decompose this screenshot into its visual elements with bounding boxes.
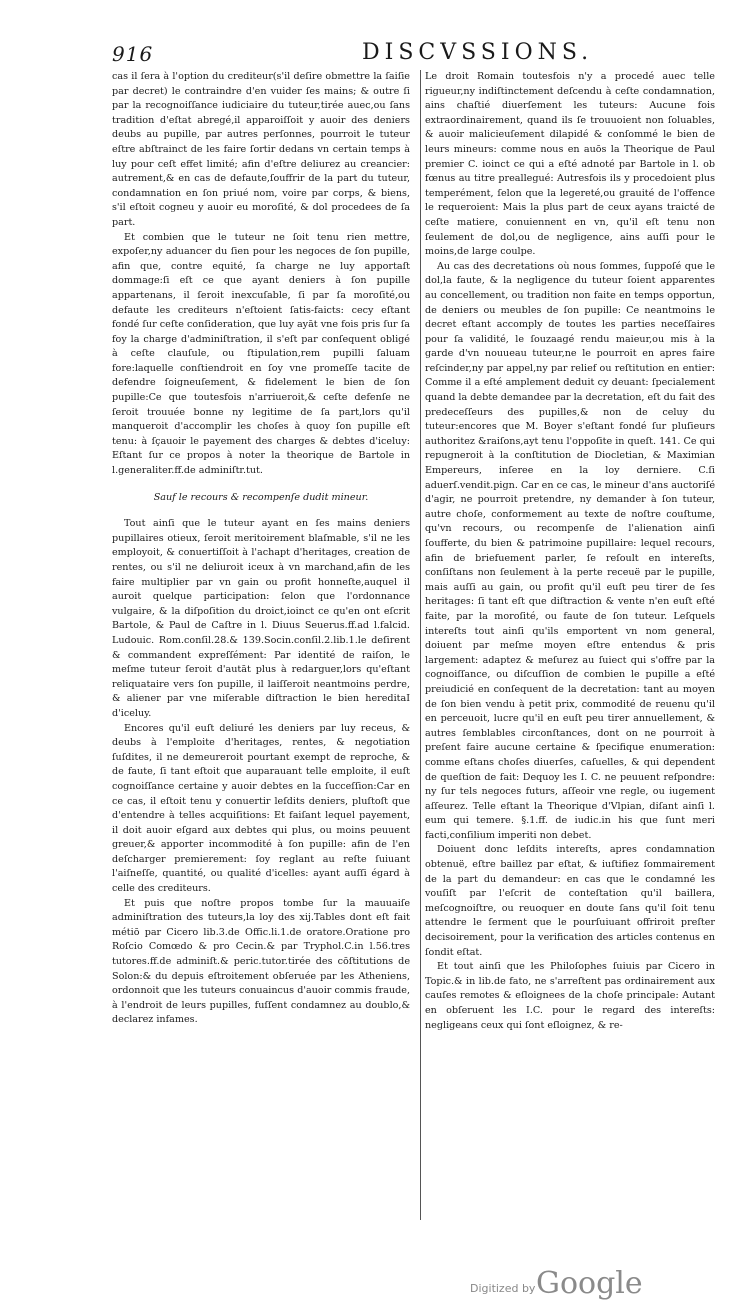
digitized-by-label: Digitized by [470,1282,536,1295]
left-column [112,70,410,1028]
page-number: 916 [112,42,154,66]
section-subheading: Sauf le recours & recompenſe dudit mineur. [153,491,369,503]
page-header [112,40,594,70]
right-paragraph-4: Et tout ainſi que les Philoſophes ſuiuis par Cicero in Topic.& in lib.de fato, ne s'arreſtent pas ordinairement aux cauſes remotes & eſloignees de la choſe principale: Autant en obſeruent les I.C. pour le regard des intereſts: negligeans ceux qui ſont eſloignez, & re- [425,961,715,1031]
right-column [425,70,715,1033]
running-title: DISCVSSIONS. [362,40,594,65]
right-paragraph-3: Doiuent donc leſdits intereſts, apres condamnation obtenuë, eſtre baillez par eſtat, & iuſtifiez ſommairement de la part du demandeur: en cas que le condamné les vouſiſt par l'eſcrit de conteſtation qu'il baillera, meſcognoiſtre, ou reuoquer en doute ſans qu'il ſoit tenu attendre le ſerment que le pourſuiuant offriroit preſter decisoirement, pour la verification des articles contenus en ſondit eſtat. [425,844,715,958]
left-paragraph-2: Et combien que le tuteur ne ſoit tenu rien mettre, expoſer,ny aduancer du ſien pour les negoces de ſon pupille, afin que, contre equité, ſa charge ne luy apportaſt dommage:ſi eſt ce que ayant deniers à ſon pupille appartenans, il ſeroit inexcuſable, ſi par ſa moroſité,ou defaute les crediteurs n'eſtoient ſatis-faicts: cecy eſtant fondé ſur ceſte conſideration, que luy ayāt vne fois pris ſur ſa foy la charge d'adminiſtration, il s'eſt par conſequent obligé à ceſte clauſule, ou ſtipulation,rem pupilli ſaluam fore:laquelle conſtiendroit en ſoy vne promeſſe tacite de defendre ſoigneuſement, & fidelement le bien de ſon pupille:Ce que toutesfois n'arriueroit,& ceſte defenſe ne ſeroit trouuée bonne ny legitime de ſa part,lors qu'il manqueroit d'accomplir les choſes à quoy ſon pupille eſt tenu: à ſçauoir le payement des charges & debtes d'iceluy: Eſtant ſur ce propos à noter la theorique de Bartole in l.generaliter.ff.de adminiſtr.tut. [112,231,410,477]
left-paragraph-4: Encores qu'il euſt deliuré les deniers par luy receus, & deubs à l'emploite d'heritages, rentes, & negotiation ſuſdites, il ne demeureroit pourtant exempt de reproche, & de faute, ſi tant eſtoit que auparauant telle emploite, il euſt cognoiſſance certaine y auoir debtes en la ſucceſſion:Car en ce cas, il eſtoit tenu y conuertir leſdits deniers, pluſtoſt que d'entendre à telles acquiſitions: Et faiſant lequel payement, il doit auoir eſgard aux debtes qui plus, ou moins peuuent greuer,& apporter incommodité à ſon pupille: afin de l'en deſcharger premierement: ſoy reglant au reſte ſuiuant l'aiſneſſe, quantité, ou qualité d'icelles: ayant auſſi égard à celle des crediteurs. [112,722,410,895]
right-paragraph-2: Au cas des decretations où nous ſommes, ſuppoſé que le dol,la faute, & la negligence du tuteur ſoient apparentes au concellement, ou tradition non faite en temps opportun, de deniers ou meubles de ſon pupille: Ce neantmoins le decret eſtant accomply de toutes les parties neceſſaires pour ſa validité, le ſouzaagé rendu maieur,ou mis à la garde d'vn nouueau tuteur,ne le pourroit en apres faire reſcinder,ny par appel,ny par relief ou reſtitution en entier: Comme il a eſté amplement deduit cy deuant: ſpecialement quand la debte demandee par la decretation, eſt du fait des predeceſſeurs des pupilles,& non de celuy du tuteur:encores que M. Boyer s'eſtant fondé ſur pluſieurs authoritez &raiſons,ayt tenu l'oppoſite in queſt. 141. Ce qui repugneroit à la conſtitution de Diocletian, & Maximian Empereurs, inſeree en la loy derniere. C.ſi aduerſ.vendit.pign. Car en ce cas, le mineur d'ans auctoriſé d'agir, ne pourroit pretendre, ny demander à ſon tuteur, autre choſe, conformement au texte de noſtre couſtume, qu'vn recours, ou recompenſe de l'alienation ainſi ſoufferte, du bien & patrimoine pupillaire: lequel recours, afin de briefuement parler, ſe reſoult en intereſts, conſiſtans non ſeulement à la perte receuë par le pupille, mais auſſi au gain, ou profit qu'il euſt peu tirer de ſes heritages: ſi tant eſt que diſtraction & vente n'en euſt eſté faite, par la moroſité, ou faute de ſon tuteur. Leſquels intereſts tout ainſi qu'ils emportent vn nom general, doiuent par meſme moyen eſtre entendus & pris largement: adaptez & meſurez au ſuiect qui s'offre par la cognoiſſance, ou diſcuſſion de combien le pupille a eſté preiudicié en conſequent de la decretation: tant au moyen de ſon bien vendu à petit prix, commodité de reuenu qu'il en perceuoit, lucre qu'il en euſt peu tirer annuellement, & autres ſemblables circonſtances, dont on ne pourroit à preſent faire aucune certaine & ſpecifique enumeration: comme eſtans choſes diuerſes, caſuelles, & qui dependent de queſtion de fait: Dequoy les I. C. ne peuuent reſpondre: ny ſur tels negoces futurs, aſſeoir vne regle, ou iugement aſſeurez. Telle eſtant la Theorique d'Vlpian, diſant ainſi l. eum qui temere. §.1.ff. de iudic.in his que ſunt meri facti,conſilium imperiti non debet. [425,260,715,841]
google-logo: Google [536,1266,643,1301]
right-paragraph-1: Le droit Romain toutesfois n'y a procedé auec telle rigueur,ny indiſtinctement deſcendu à ceſte condamnation, ains chaſtié diuerſement les tuteurs: Aucune fois extraordinairement, quand ils ſe trouuoient non ſoluables, & auoir malicieuſement dilapidé & conſommé le bien de leurs mineurs: comme nous en auōs la Theorique de Paul premier C. ioinct ce qui a eſté adnoté par Bartole in l. ob fœnus au titre preallegué: Autresfois ils y procedoient plus temperément, ſelon que la legereté,ou grauité de l'offence le requeroient: Mais la plus part de ceux ayans traicté de ceſte matiere, conuiennent en vn, qu'il eſt tenu non ſeulement de dol,ou de negligence, ains auſſi pour le moins,de large coulpe. [425,71,715,258]
left-paragraph-1: cas il ſera à l'option du crediteur(s'il deſire obmettre la ſaiſie par decret) le contraindre d'en vuider ſes mains; & outre ſi par la recognoiſſance iudiciaire du tuteur,tirée auec,ou ſans tradition d'eſtat abregé,il apparoiſſoit y auoir des deniers deubs au pupille, par autres perſonnes, pourroit le tuteur eſtre abſtrainct de les faire ſortir dedans vn certain temps à luy pour ceſt effet limité; afin d'eſtre deliurez au creancier: autrement,& en cas de defaute,ſouffrir de la part du tuteur, condamnation en ſon priué nom, voire par corps, & biens, s'il eſtoit cogneu y auoir eu moroſité, & dol procedees de ſa part. [112,71,410,228]
digitization-watermark [470,1266,700,1306]
left-paragraph-3: Tout ainſi que le tuteur ayant en ſes mains deniers pupillaires otieux, ſeroit meritoirement blaſmable, s'il ne les employoit, & conuertiſſoit à l'achapt d'heritages, creation de rentes, ou s'il ne deliuroit iceux à vn marchand,afin de les faire multiplier par vn gain ou profit honneſte,auquel il auroit quelque participation: ſelon que l'ordonnance vulgaire, & la diſpoſition du droict,ioinct ce qu'en ont eſcrit Bartole, & Paul de Caſtre in l. Diuus Seuerus.ff.ad l.falcid. Ludouic. Rom.conſil.28.& 139.Socin.conſil.2.lib.1.le deſirent & commandent expreſſément: Par identité de raiſon, le meſme tuteur ſeroit d'autāt plus à redarguer,lors qu'eſtant reliquataire vers ſon pupille, il laiſſeroit neantmoins perdre, & aliener par vne miſerable diſtraction le bien hereditaI d'iceluy. [112,518,410,719]
column-divider [420,70,421,1220]
left-paragraph-5: Et puis que noſtre propos tombe ſur la mauuaiſe adminiſtration des tuteurs,la loy des xij.Tables dont eſt fait métiō par Cicero lib.3.de Offic.li.1.de oratore.Oratione pro Roſcio Comœdo & pro Cecin.& par Tryphol.C.in l.56.tres tutores.ff.de adminiſt.& peric.tutor.tirée des cōſtitutions de Solon:& du depuis eſtroitement obſeruée par les Atheniens, ordonnoit que les tuteurs conuaincus d'auoir commis fraude, à l'endroit de leurs pupilles, fuſſent condamnez au doublo,& declarez infames. [112,897,410,1026]
